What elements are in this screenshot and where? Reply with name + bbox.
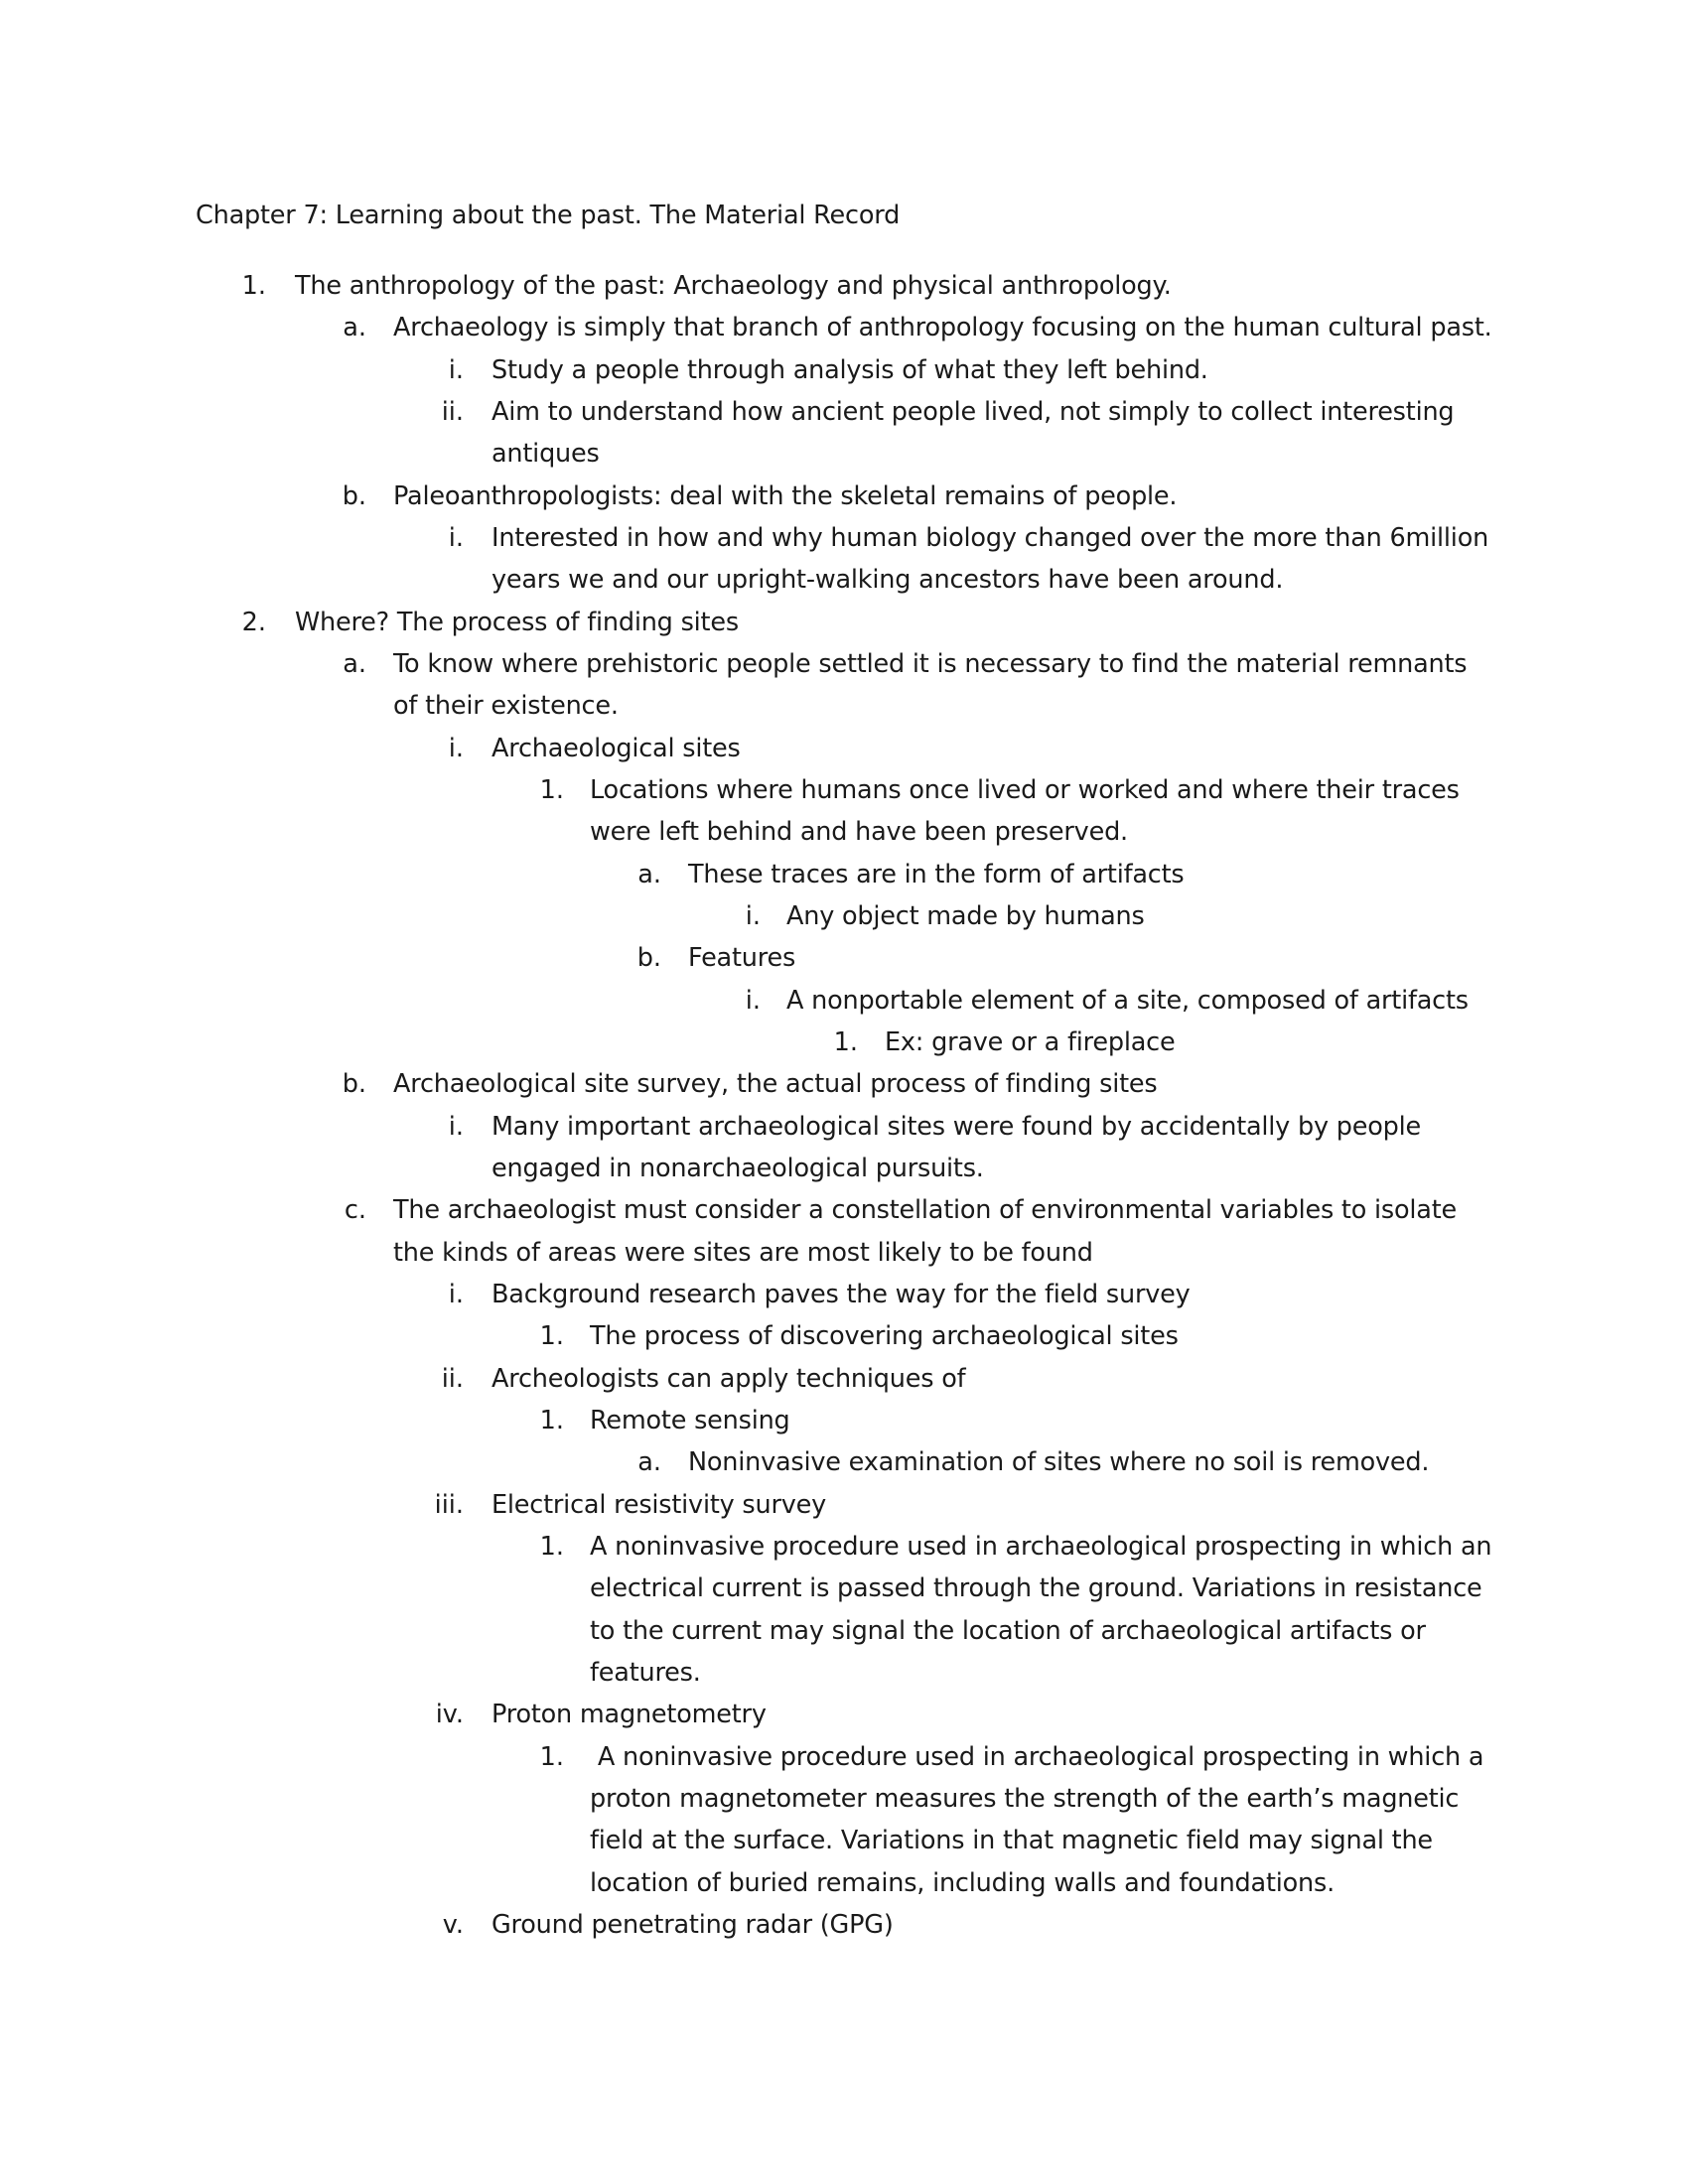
list-item-text: years we and our upright-walking ancestors have been around. <box>492 565 1284 595</box>
list-item-text: Archaeological site survey, the actual process of finding sites <box>393 1069 1158 1099</box>
list-item-text: Noninvasive examination of sites where no soil is removed. <box>688 1447 1430 1477</box>
list-item-text: Locations where humans once lived or worked and where their traces <box>590 775 1460 805</box>
list-item-text: Any object made by humans <box>786 901 1145 931</box>
list-marker: 2. <box>241 608 266 637</box>
list-marker: b. <box>342 1069 366 1099</box>
list-marker: i. <box>448 1280 464 1309</box>
list-marker: a. <box>637 860 661 889</box>
page-title: Chapter 7: Learning about the past. The Material Record <box>196 201 901 230</box>
list-item-text: Aim to understand how ancient people lived, not simply to collect interesting <box>492 397 1455 427</box>
list-item-text: Paleoanthropologists: deal with the skeletal remains of people. <box>393 481 1178 511</box>
list-item-text: A noninvasive procedure used in archaeological prospecting in which an <box>590 1532 1492 1562</box>
list-marker: i. <box>448 1112 464 1142</box>
list-item-text: Background research paves the way for the field survey <box>492 1280 1191 1309</box>
list-item-text: The anthropology of the past: Archaeology and physical anthropology. <box>295 271 1172 301</box>
list-item-text: antiques <box>492 439 600 469</box>
list-item-text: Ground penetrating radar (GPG) <box>492 1910 894 1940</box>
list-item-text: Ex: grave or a fireplace <box>885 1027 1176 1057</box>
list-marker: ii. <box>441 397 464 427</box>
list-item-text: The process of discovering archaeological sites <box>590 1321 1179 1351</box>
list-marker: 1. <box>539 1321 564 1351</box>
list-item-text: Proton magnetometry <box>492 1700 767 1729</box>
list-item-text: field at the surface. Variations in that magnetic field may signal the <box>590 1826 1433 1855</box>
list-marker: 1. <box>539 775 564 805</box>
list-item-text: To know where prehistoric people settled it is necessary to find the material remnants <box>393 649 1468 679</box>
list-item-text: Study a people through analysis of what they left behind. <box>492 355 1208 385</box>
list-item-text: were left behind and have been preserved. <box>590 817 1128 847</box>
list-item-text: Many important archaeological sites were found by accidentally by people <box>492 1112 1421 1142</box>
list-item-text: of their existence. <box>393 691 619 721</box>
list-item-text: Archaeological sites <box>492 734 741 763</box>
list-item-text: Archaeology is simply that branch of anthropology focusing on the human cultural past. <box>393 313 1492 342</box>
list-marker: i. <box>448 355 464 385</box>
list-item-text: These traces are in the form of artifacts <box>688 860 1185 889</box>
list-marker: ii. <box>441 1364 464 1394</box>
list-item-text: proton magnetometer measures the strength of the earth’s magnetic <box>590 1784 1460 1814</box>
list-marker: i. <box>745 986 761 1016</box>
list-marker: iv. <box>435 1700 464 1729</box>
list-marker: i. <box>448 734 464 763</box>
list-item-text: A noninvasive procedure used in archaeological prospecting in which a <box>590 1742 1484 1772</box>
list-marker: 1. <box>241 271 266 301</box>
list-marker: a. <box>637 1447 661 1477</box>
list-marker: a. <box>343 313 366 342</box>
list-marker: 1. <box>539 1532 564 1562</box>
list-item-text: electrical current is passed through the ground. Variations in resistance <box>590 1573 1482 1603</box>
list-marker: 1. <box>539 1742 564 1772</box>
list-marker: iii. <box>434 1490 464 1520</box>
list-marker: 1. <box>539 1406 564 1435</box>
list-item-text: to the current may signal the location of archaeological artifacts or <box>590 1616 1426 1646</box>
list-item-text: location of buried remains, including walls and foundations. <box>590 1868 1335 1898</box>
list-item-text: Features <box>688 943 796 973</box>
list-marker: b. <box>636 943 661 973</box>
list-item-text: A nonportable element of a site, composed of artifacts <box>786 986 1469 1016</box>
list-item-text: Remote sensing <box>590 1406 790 1435</box>
list-marker: 1. <box>833 1027 858 1057</box>
list-marker: i. <box>745 901 761 931</box>
list-item-text: Interested in how and why human biology changed over the more than 6million <box>492 523 1489 553</box>
list-marker: c. <box>344 1195 366 1225</box>
list-marker: i. <box>448 523 464 553</box>
list-item-text: the kinds of areas were sites are most likely to be found <box>393 1238 1093 1268</box>
list-item-text: features. <box>590 1658 701 1688</box>
list-marker: v. <box>442 1910 464 1940</box>
list-item-text: Where? The process of finding sites <box>295 608 739 637</box>
list-item-text: Electrical resistivity survey <box>492 1490 827 1520</box>
list-item-text: Archeologists can apply techniques of <box>492 1364 966 1394</box>
list-item-text: The archaeologist must consider a constellation of environmental variables to isolate <box>393 1195 1458 1225</box>
list-marker: b. <box>342 481 366 511</box>
list-marker: a. <box>343 649 366 679</box>
list-item-text: engaged in nonarchaeological pursuits. <box>492 1154 984 1183</box>
